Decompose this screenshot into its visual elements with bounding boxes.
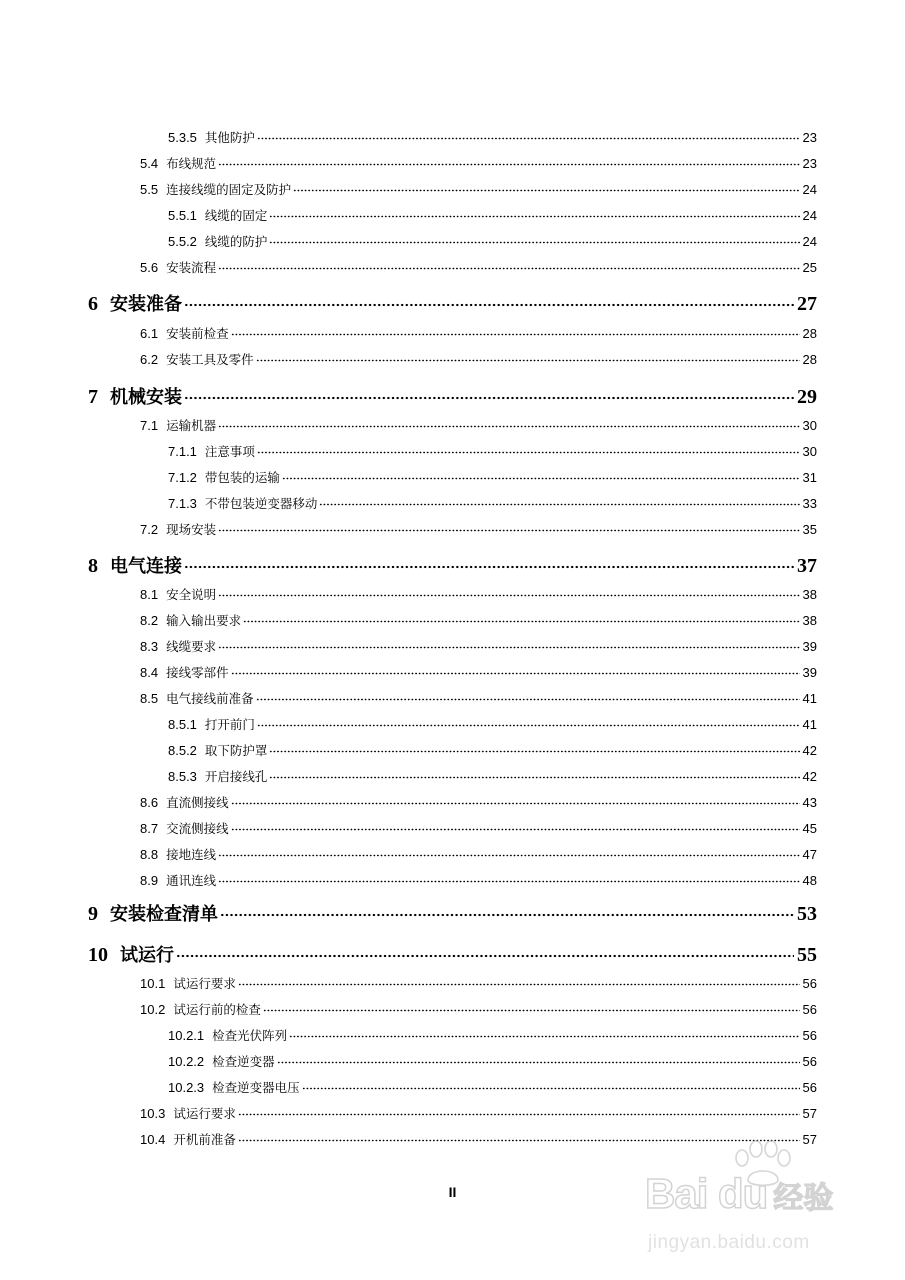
dot-leader: [231, 796, 800, 809]
toc-entry[interactable]: [140, 258, 817, 278]
toc-entry-page: 23: [802, 156, 817, 171]
toc-entry-number: 8.1: [140, 587, 159, 602]
toc-entry[interactable]: [168, 468, 817, 488]
toc-chapter-title: 安装准备: [110, 294, 182, 315]
toc-entry-title: 布线规范: [166, 156, 217, 171]
toc-entry-number: 6.1: [140, 326, 159, 341]
toc-entry[interactable]: [140, 611, 817, 631]
toc-entry-title: 检查逆变器电压: [212, 1080, 300, 1095]
toc-entry-page: 39: [802, 665, 817, 680]
toc-entry-number: 8.5: [140, 691, 159, 706]
toc-entry[interactable]: [168, 232, 817, 252]
dot-leader: [176, 946, 794, 964]
toc-chapter[interactable]: [88, 941, 817, 971]
toc-entry-page: 57: [802, 1132, 817, 1147]
dot-leader: [218, 419, 799, 432]
toc-entry-number: 7.1.2: [168, 470, 197, 485]
toc-entry[interactable]: [168, 1078, 817, 1098]
toc-entry-page: 56: [802, 976, 817, 991]
toc-entry-title: 输入输出要求: [166, 613, 242, 628]
page-number: II: [448, 1184, 457, 1200]
toc-entry-page: 28: [802, 352, 817, 367]
toc-entry-title: 取下防护罩: [204, 743, 268, 758]
toc-entry-page: 47: [802, 847, 817, 862]
dot-leader: [257, 131, 800, 144]
toc-entry[interactable]: [140, 663, 817, 683]
dot-leader: [269, 209, 799, 222]
toc-entry-page: 24: [802, 182, 817, 197]
toc-entry-page: 38: [802, 587, 817, 602]
toc-entry[interactable]: [168, 128, 817, 148]
toc-entry-number: 8.5.1: [168, 717, 197, 732]
toc-entry-number: 7.1: [140, 418, 159, 433]
toc-chapter-title: 试运行: [120, 945, 174, 966]
toc-entry-page: 28: [802, 326, 817, 341]
toc-entry-page: 48: [802, 873, 817, 888]
toc-entry-number: 5.5.1: [168, 208, 197, 223]
toc-entry-number: 5.3.5: [168, 130, 197, 145]
toc-entry[interactable]: [140, 1000, 817, 1020]
toc-entry-page: 42: [802, 769, 817, 784]
toc-entry-number: 10.2.1: [168, 1028, 205, 1043]
watermark-brand-cn: 经验: [773, 1181, 834, 1216]
toc-entry[interactable]: [140, 689, 817, 709]
toc-entry-title: 现场安装: [166, 522, 217, 537]
toc-entry[interactable]: [168, 741, 817, 761]
dot-leader: [282, 471, 800, 484]
toc-entry-title: 交流侧接线: [166, 821, 229, 836]
toc-entry-title: 检查逆变器: [212, 1054, 275, 1069]
toc-entry-page: 24: [802, 208, 817, 223]
toc-entry-number: 8.6: [140, 795, 159, 810]
toc-entry-page: 43: [802, 795, 817, 810]
toc-entry[interactable]: [168, 715, 817, 735]
dot-leader: [218, 523, 799, 536]
toc-entry[interactable]: [168, 442, 817, 462]
toc-entry[interactable]: [168, 1026, 817, 1046]
toc-entry-title: 安装工具及零件: [166, 352, 254, 367]
toc-entry[interactable]: [140, 154, 817, 174]
toc-entry-title: 不带包装逆变器移动: [204, 496, 318, 511]
dot-leader: [238, 1107, 800, 1120]
toc-entry-page: 39: [802, 639, 817, 654]
toc-entry-page: 30: [802, 444, 817, 459]
toc-entry-page: 33: [802, 496, 817, 511]
dot-leader: [231, 666, 800, 679]
toc-entry-page: 25: [802, 260, 817, 275]
toc-entry-number: 8.3: [140, 639, 159, 654]
dot-leader: [184, 557, 794, 575]
toc-chapter-title: 安装检查清单: [110, 904, 218, 925]
watermark-url: jingyan.baidu.com: [648, 1232, 810, 1253]
toc-entry[interactable]: [140, 180, 817, 200]
baidu-jingyan-watermark: [640, 1140, 870, 1275]
toc-entry-number: 7.1.3: [168, 496, 197, 511]
toc-chapter-page: 29: [797, 386, 817, 408]
toc-chapter-title: 电气连接: [110, 556, 182, 577]
toc-entry-title: 试运行前的检查: [173, 1002, 261, 1017]
toc-entry-page: 57: [802, 1106, 817, 1121]
toc-entry-title: 注意事项: [204, 444, 255, 459]
toc-entry-number: 10.2: [140, 1002, 166, 1017]
dot-leader: [269, 744, 799, 757]
toc-entry-page: 56: [802, 1028, 817, 1043]
toc-chapter[interactable]: [88, 383, 817, 413]
toc-entry[interactable]: [140, 350, 817, 370]
toc-entry-number: 8.2: [140, 613, 159, 628]
toc-entry[interactable]: [140, 585, 817, 605]
toc-entry-number: 5.4: [140, 156, 159, 171]
dot-leader: [256, 692, 800, 705]
toc-entry-title: 检查光伏阵列: [212, 1028, 288, 1043]
toc-entry-number: 8.7: [140, 821, 159, 836]
toc-entry-page: 56: [802, 1054, 817, 1069]
toc-chapter-page: 27: [797, 293, 817, 315]
toc-entry-page: 41: [802, 717, 817, 732]
toc-entry-number: 10.2.3: [168, 1080, 205, 1095]
toc-chapter-page: 53: [797, 903, 817, 925]
dot-leader: [218, 640, 799, 653]
toc-entry[interactable]: [140, 324, 817, 344]
dot-leader: [289, 1029, 799, 1042]
toc-chapter-page: 55: [797, 944, 817, 966]
toc-entry-title: 开启接线孔: [204, 769, 268, 784]
dot-leader: [184, 388, 794, 406]
toc-chapter-title: 机械安装: [110, 387, 182, 408]
toc-entry-page: 23: [802, 130, 817, 145]
toc-entry-title: 带包装的运输: [204, 470, 280, 485]
toc-entry-page: 41: [802, 691, 817, 706]
dot-leader: [269, 235, 799, 248]
dot-leader: [257, 718, 800, 731]
toc-entry-title: 连接线缆的固定及防护: [166, 182, 292, 197]
dot-leader: [220, 905, 794, 923]
toc-entry-page: 42: [802, 743, 817, 758]
dot-leader: [218, 157, 799, 170]
toc-entry-page: 30: [802, 418, 817, 433]
toc-entry-number: 7.1.1: [168, 444, 197, 459]
toc-entry[interactable]: [168, 1052, 817, 1072]
dot-leader: [231, 822, 800, 835]
toc-chapter-page: 37: [797, 555, 817, 577]
toc-entry-number: 8.5.3: [168, 769, 197, 784]
toc-entry-page: 56: [802, 1080, 817, 1095]
toc-entry-page: 24: [802, 234, 817, 249]
toc-entry-number: 8.9: [140, 873, 159, 888]
toc-entry[interactable]: [140, 637, 817, 657]
toc-entry-title: 通讯连线: [166, 873, 217, 888]
dot-leader: [302, 1081, 800, 1094]
toc-entry[interactable]: [140, 520, 817, 540]
watermark-brand: Bai du: [645, 1170, 768, 1217]
toc-entry-title: 线缆要求: [166, 639, 217, 654]
dot-leader: [319, 497, 799, 510]
toc-entry-title: 接线零部件: [166, 665, 229, 680]
dot-leader: [293, 183, 799, 196]
toc-chapter[interactable]: [88, 900, 817, 930]
toc-entry-page: 38: [802, 613, 817, 628]
toc-entry-number: 8.8: [140, 847, 159, 862]
toc-entry-number: 10.3: [140, 1106, 166, 1121]
toc-entry[interactable]: [168, 767, 817, 787]
toc-entry[interactable]: [140, 416, 817, 436]
dot-leader: [243, 614, 799, 627]
toc-entry-title: 直流侧接线: [166, 795, 229, 810]
toc-entry-page: 35: [802, 522, 817, 537]
dot-leader: [218, 261, 799, 274]
toc-entry-title: 试运行要求: [173, 976, 236, 991]
dot-leader: [218, 588, 799, 601]
toc-entry-number: 5.5: [140, 182, 159, 197]
dot-leader: [256, 353, 800, 366]
toc-entry-page: 31: [802, 470, 817, 485]
toc-entry-number: 6.2: [140, 352, 159, 367]
dot-leader: [263, 1003, 800, 1016]
dot-leader: [218, 874, 799, 887]
toc-chapter-number: 9: [88, 903, 98, 925]
toc-chapter-number: 6: [88, 293, 98, 315]
toc-entry[interactable]: [140, 1104, 817, 1124]
toc-entry-title: 打开前门: [204, 717, 255, 732]
toc-entry-number: 10.2.2: [168, 1054, 205, 1069]
toc-entry-title: 电气接线前准备: [166, 691, 254, 706]
toc-entry[interactable]: [168, 206, 817, 226]
toc-entry-number: 8.5.2: [168, 743, 197, 758]
toc-entry[interactable]: [140, 845, 817, 865]
dot-leader: [231, 327, 800, 340]
toc-chapter[interactable]: [88, 552, 817, 582]
toc-entry-title: 试运行要求: [173, 1106, 236, 1121]
toc-entry-page: 45: [802, 821, 817, 836]
toc-chapter[interactable]: [88, 290, 817, 320]
toc-entry-page: 56: [802, 1002, 817, 1017]
toc-entry-number: 7.2: [140, 522, 159, 537]
toc-entry-number: 10.4: [140, 1132, 166, 1147]
toc-entry-title: 线缆的防护: [204, 234, 268, 249]
toc-entry[interactable]: [168, 494, 817, 514]
toc-entry-title: 开机前准备: [173, 1132, 236, 1147]
toc-chapter-number: 7: [88, 386, 98, 408]
toc-entry-number: 10.1: [140, 976, 166, 991]
toc-entry-title: 安装流程: [166, 260, 217, 275]
toc-entry-title: 其他防护: [204, 130, 255, 145]
toc-entry[interactable]: [140, 793, 817, 813]
toc-chapter-number: 8: [88, 555, 98, 577]
toc-entry-title: 接地连线: [166, 847, 217, 862]
dot-leader: [238, 977, 800, 990]
dot-leader: [269, 770, 799, 783]
toc-entry-number: 5.6: [140, 260, 159, 275]
dot-leader: [218, 848, 799, 861]
dot-leader: [184, 295, 794, 313]
dot-leader: [257, 445, 800, 458]
toc-entry-title: 安装前检查: [166, 326, 229, 341]
toc-entry-number: 5.5.2: [168, 234, 197, 249]
toc-entry-number: 8.4: [140, 665, 159, 680]
dot-leader: [277, 1055, 800, 1068]
toc-entry[interactable]: [140, 819, 817, 839]
toc-entry[interactable]: [140, 974, 817, 994]
toc-chapter-number: 10: [88, 944, 108, 966]
toc-entry-title: 安全说明: [166, 587, 217, 602]
toc-entry-title: 运输机器: [166, 418, 217, 433]
toc-entry[interactable]: [140, 871, 817, 891]
toc-entry-title: 线缆的固定: [204, 208, 268, 223]
